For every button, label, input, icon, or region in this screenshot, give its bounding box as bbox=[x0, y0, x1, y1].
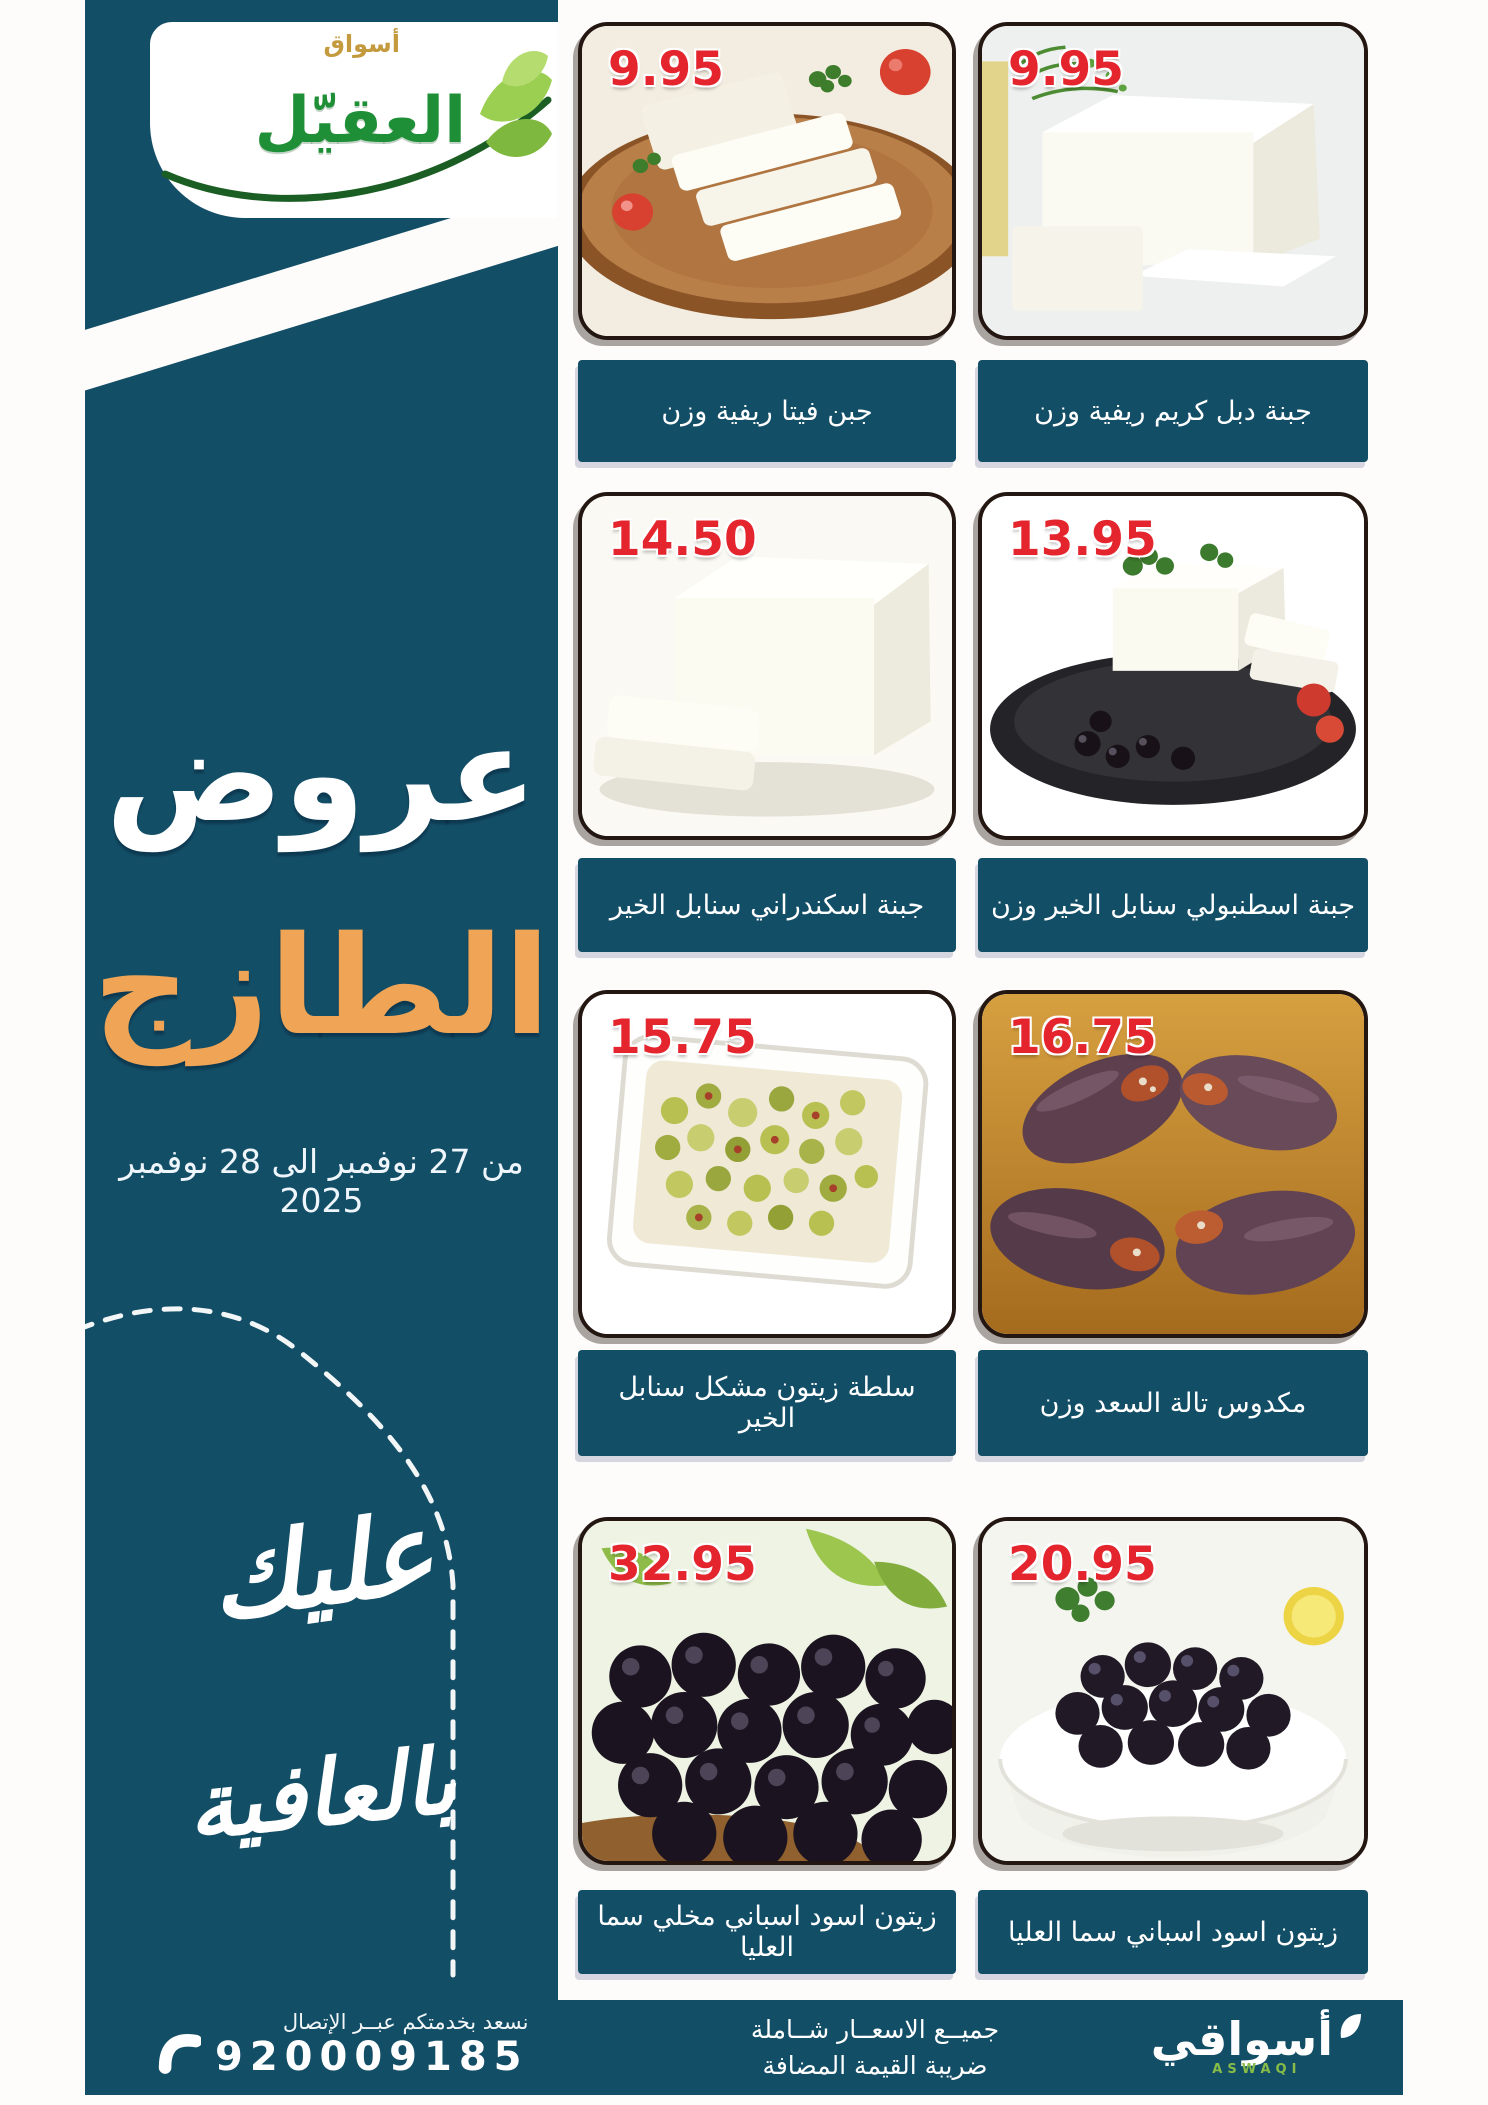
price-badge: 13.95 bbox=[1008, 512, 1157, 567]
product-image-black-olives-bowl bbox=[978, 1517, 1368, 1865]
product-label: سلطة زيتون مشكل سنابل الخير bbox=[578, 1350, 956, 1456]
price-badge: 15.75 bbox=[608, 1010, 757, 1065]
price-badge: 9.95 bbox=[608, 42, 724, 97]
vat-note-line2: ضريبة القيمة المضافة bbox=[762, 2051, 988, 2081]
offers-title: عروض bbox=[105, 698, 538, 852]
product-label: زيتون اسود اسباني سما العليا bbox=[978, 1890, 1368, 1974]
product-card bbox=[978, 990, 1368, 1456]
price-badge: 14.50 bbox=[608, 512, 757, 567]
product-image-feta-board bbox=[578, 22, 956, 340]
phone-icon bbox=[143, 2016, 201, 2074]
slogan-line-2: بالعافية bbox=[182, 1728, 461, 1861]
footer-bar bbox=[85, 2000, 1403, 2095]
product-card bbox=[978, 1517, 1368, 1974]
brand-name: العقيّل bbox=[254, 84, 466, 158]
price-badge: 20.95 bbox=[1008, 1537, 1157, 1592]
product-label: جبنة دبل كريم ريفية وزن bbox=[978, 360, 1368, 462]
brand-top-label: أسواق bbox=[323, 30, 400, 58]
brand-logo-card bbox=[150, 22, 558, 218]
product-label: جبنة اسكندراني سنابل الخير bbox=[578, 858, 956, 952]
service-text: نسعد بخدمتكم عبــر الإتصال bbox=[282, 2010, 529, 2034]
footer-brand bbox=[1151, 2012, 1363, 2077]
price-badge: 16.75 bbox=[1008, 1010, 1157, 1065]
product-card bbox=[578, 492, 956, 952]
product-image-alex-cheese bbox=[578, 492, 956, 840]
price-badge: 9.95 bbox=[1008, 42, 1124, 97]
phone-number: 920009185 bbox=[215, 2034, 529, 2080]
sidebar bbox=[85, 0, 558, 2095]
product-card bbox=[578, 1517, 956, 1974]
price-badge: 32.95 bbox=[608, 1537, 757, 1592]
footer-brand-name: أسواقي bbox=[1150, 2012, 1333, 2066]
product-card bbox=[978, 492, 1368, 952]
product-card bbox=[978, 22, 1368, 462]
footer-brand-sub: ASWAQI bbox=[1212, 2062, 1302, 2077]
product-label: جبنة اسطنبولي سنابل الخير وزن bbox=[978, 858, 1368, 952]
product-image-makdous bbox=[978, 990, 1368, 1338]
product-label: جبن فيتا ريفية وزن bbox=[578, 360, 956, 462]
product-image-olive-salad bbox=[578, 990, 956, 1338]
contact-block bbox=[143, 2010, 529, 2080]
product-card bbox=[578, 990, 956, 1456]
product-label: مكدوس تالة السعد وزن bbox=[978, 1350, 1368, 1456]
fresh-title: الطازج bbox=[92, 908, 551, 1066]
slogan-line-1: عليك bbox=[201, 1490, 442, 1645]
footer-leaf-icon bbox=[1337, 2012, 1363, 2042]
product-label: زيتون اسود اسباني مخلي سما العليا bbox=[578, 1890, 956, 1974]
product-image-istanbul-cheese bbox=[978, 492, 1368, 840]
date-range: من 27 نوفمبر الى 28 نوفمبر 2025 bbox=[119, 1142, 524, 1220]
product-image-cream-cheese bbox=[978, 22, 1368, 340]
vat-note bbox=[715, 2012, 1035, 2085]
product-card bbox=[578, 22, 956, 462]
product-image-black-olives-pile bbox=[578, 1517, 956, 1865]
vat-note-line1: جميــع الاسعــار شــاملة bbox=[750, 2015, 1000, 2044]
